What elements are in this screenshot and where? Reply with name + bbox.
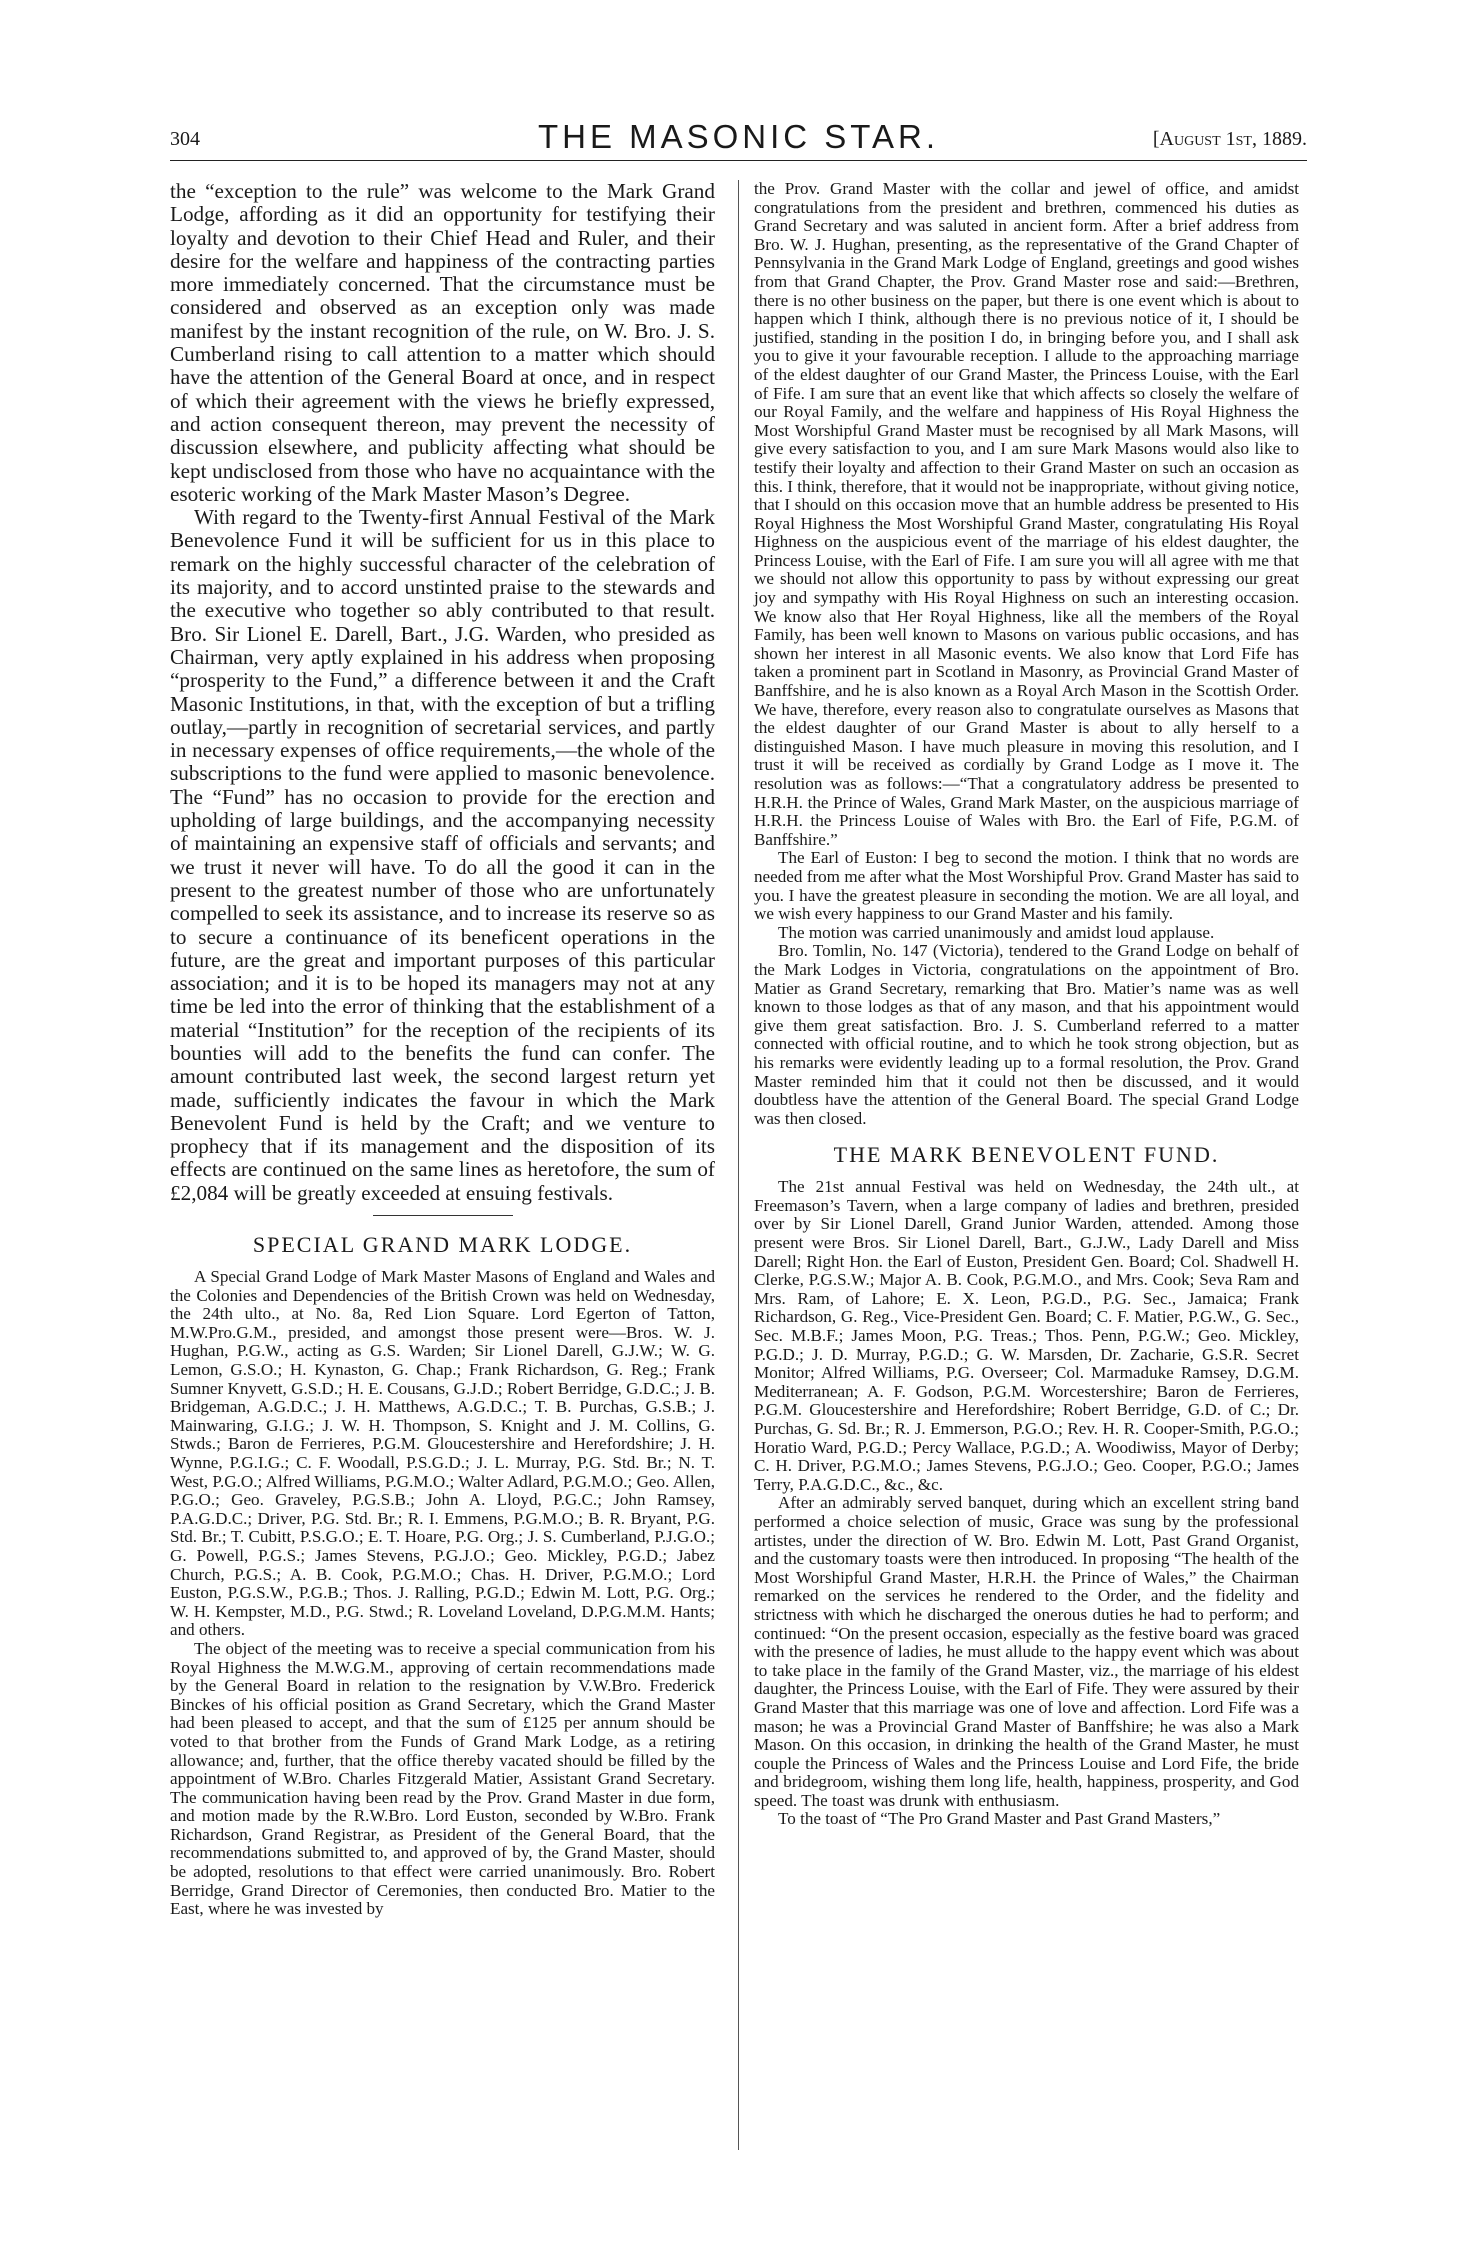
editorial-text [170, 180, 715, 1205]
report-paragraph: The motion was carried unanimously and amidst loud applause. [778, 922, 1215, 942]
masthead-title: THE MASONIC STAR. [537, 118, 940, 155]
report-paragraph: The Earl of Euston: I beg to second the motion. I think that no words are needed from me after what the Most Worshipful Prov. Grand Master has said to you. I have the greatest pleasure in seconding the motion. We are all loyal, and we wish every happiness to our Grand Master and his family. [754, 848, 1299, 924]
right-column [754, 180, 1299, 1829]
report-paragraph: After an admirably served banquet, during which an excellent string band performed a choice selection of music, Grace was sung by the professional artistes, under the direction of W. Bro. Edwin M. Lott, Past Grand Organist, and the customary toasts were then introduced. In proposing “The health of the Most Worshipful Grand Master, H.R.H. the Prince of Wales,” the Chairman remarked on the services he rendered to the Order, and the fidelity and strictness with which he discharged the onerous duties he had to perform; and continued: “On the present occasion, especially as the festive board was graced with the presence of ladies, he must allude to the happy event which was about to take place in the family of the Grand Master, viz., the marriage of his eldest daughter, the Princess Louise, with the Earl of Fife. They were assured by their Grand Master that this marriage was one of love and affection. Lord Fife was a mason; he was a Provincial Grand Master of Banffshire; he was also a Mark Mason. On this occasion, in drinking the health of the Grand Master, he must couple the Princess of Wales and the Princess Louise and Lord Fife, the bride and bridegroom, wishing them long life, health, happiness, prosperity, and God speed. The toast was drunk with enthusiasm. [754, 1493, 1299, 1810]
lodge-report-continued [754, 180, 1299, 1128]
editorial-paragraph: the “exception to the rule” was welcome to the Mark Grand Lodge, affording as it did an opportunity for testifying their loyalty and devotion to their Chief Head and Ruler, and their desire for the welfare and happiness of the contracting parties more immediately concerned. That the circumstance must be considered and observed as an exception only was made manifest by the instant recognition of the rule, on W. Bro. J. S. Cumberland rising to call attention to a matter which should have the attention of the General Board at once, and in respect of which their agreement with the views he briefly expressed, and action consequent thereon, may prevent the necessity of discussion elsewhere, and publicity affecting what should be kept undisclosed from those who have no acquaintance with the esoteric working of the Mark Master Mason’s Degree. [170, 179, 715, 506]
page-header [0, 118, 1477, 158]
left-column [170, 180, 715, 1919]
column-divider [738, 180, 739, 2150]
report-paragraph: To the toast of “The Pro Grand Master and Past Grand Masters,” [778, 1809, 1221, 1829]
section-heading-special-grand-mark-lodge: SPECIAL GRAND MARK LODGE. [252, 1232, 633, 1258]
header-rule [170, 160, 1307, 161]
report-paragraph: A Special Grand Lodge of Mark Master Masons of England and Wales and the Colonies and Dependencies of the British Crown was held on Wednesday, the 24th ulto., at No. 8a, Red Lion Square. Lord Egerton of Tatton, M.W.Pro.G.M., presided, and amongst those present were—Bros. W. J. Hughan, P.G.W., acting as G.S. Warden; Sir Lionel Darell, G.J.W.; W. G. Lemon, G.S.O.; H. Kynaston, G. Chap.; Frank Richardson, G. Reg.; Frank Sumner Knyvett, G.S.D.; H. E. Cousans, G.J.D.; Robert Berridge, G.D.C.; J. B. Bridgeman, A.G.D.C.; J. H. Matthews, A.G.D.C.; T. B. Purchas, G.S.B.; J. Mainwaring, G.I.G.; J. W. H. Thompson, S. Knight and J. M. Collins, G. Stwds.; Baron de Ferrieres, P.G.M. Gloucestershire and Herefordshire; J. H. Wynne, P.G.I.G.; C. F. Woodall, P.S.G.D.; J. L. Murray, P.G. Std. Br.; N. T. West, P.G.O.; Alfred Williams, P.G.M.O.; Walter Adlard, P.G.M.O.; Geo. Allen, P.G.O.; Geo. Graveley, P.G.S.B.; John A. Lloyd, P.G.C.; John Ramsey, P.A.G.D.C.; Driver, P.G. Std. Br.; R. I. Emmens, P.G.M.O.; B. R. Bryant, P.G. Std. Br.; T. Cubitt, P.S.G.O.; E. T. Hoare, P.G. Org.; J. S. Cumberland, P.J.G.O.; G. Powell, P.G.S.; James Stevens, P.G.J.O.; Geo. Mickley, P.G.D.; Jabez Church, P.G.S.; A. B. Cook, P.G.M.O.; Chas. H. Driver, P.G.M.O.; Lord Euston, P.G.S.W., P.G.B.; Thos. J. Ralling, P.G.D.; Edwin M. Lott, P.G. Org.; W. H. Kempster, M.D., P.G. Stwd.; R. Loveland Loveland, D.P.G.M.M. Hants; and others. [170, 1267, 715, 1640]
section-heading-mark-benevolent-fund: THE MARK BENEVOLENT FUND. [833, 1142, 1220, 1168]
report-paragraph: Bro. Tomlin, No. 147 (Victoria), tendered to the Grand Lodge on behalf of the Mark Lodges in Victoria, congratulations on the appointment of Bro. Matier as Grand Secretary, remarking that Bro. Matier’s name was as well known to those lodges as that of any mason, and that his appointment would give them great satisfaction. Bro. J. S. Cumberland referred to a matter connected with official routine, and to which he took strong objection, but as his remarks were evidently leading up to a formal resolution, the Prov. Grand Master reminded him that it could not then be discussed, and it would doubtless have the attention of the General Board. The special Grand Lodge was then closed. [754, 941, 1299, 1128]
report-paragraph: The object of the meeting was to receive a special communication from his Royal Highness the M.W.G.M., approving of certain recommendations made by the General Board in relation to the resignation by V.W.Bro. Frederick Binckes of his official position as Grand Secretary, which the Grand Master had been pleased to accept, and that the sum of £125 per annum should be voted to that brother from the Funds of Grand Mark Lodge, as a retiring allowance; and, further, that the office thereby vacated should be filled by the appointment of W.Bro. Charles Fitzgerald Matier, Assistant Grand Secretary. The communication having been read by the Prov. Grand Master in due form, and motion made by the R.W.Bro. Lord Euston, seconded by W.Bro. Frank Richardson, Grand Registrar, as President of the General Board, that the recommendations submitted to, and approved of by, the Grand Master, should be adopted, resolutions to that effect were carried unanimously. Bro. Robert Berridge, Grand Director of Ceremonies, then conducted Bro. Matier to the East, where he was invested by [170, 1638, 715, 1919]
special-grand-mark-lodge-report [170, 1268, 715, 1919]
issue-date: [August 1st, 1889. [1152, 128, 1307, 150]
section-separator [373, 1215, 513, 1216]
mark-benevolent-fund-report [754, 1178, 1299, 1829]
page-number: 304 [170, 128, 200, 150]
report-paragraph: the Prov. Grand Master with the collar and jewel of office, and amidst congratulations from the president and brethren, commenced his duties as Grand Secretary and was saluted in ancient form. After a brief address from Bro. W. J. Hughan, presenting, as the representative of the Grand Chapter of Pennsylvania in the Grand Mark Lodge of England, greetings and good wishes from that Grand Chapter, the Prov. Grand Master rose and said:—Brethren, there is no other business on the paper, but there is one event which is about to happen which I think, although there is no previous notice of it, I should be justified, standing in the position I do, in bringing before you, and I shall ask you to give it your favourable reception. I allude to the approaching marriage of the eldest daughter of our Grand Master, the Princess Louise, with the Earl of Fife. I am sure that an event like that which affects so closely the welfare of our Royal Family, and the welfare and happiness of His Royal Highness the Most Worshipful Grand Master must be recognised by all Mark Masons, will give every satisfaction to you, and I am sure Mark Masons would also like to testify their loyalty and affection to their Grand Master on such an occasion as this. I think, therefore, that it would not be inappropriate, without giving notice, that I should on this occasion move that an humble address be presented to His Royal Highness the Most Worshipful Grand Master, congratulating His Royal Highness on the auspicious event of the marriage of his eldest daughter, the Princess Louise, with the Earl of Fife. I am sure you will all agree with me that we should not allow this opportunity to pass by without expressing our great joy and sympathy with His Royal Highness on such an interesting occasion. We know also that Her Royal Highness, like all the members of the Royal Family, has been well known to Masons on various public occasions, and has shown her interest in all Masonic events. We also know that Lord Fife has taken a prominent part in Scotland in Masonry, as Provincial Grand Master of Banffshire, and he is also known as a Royal Arch Mason in the Scottish Order. We have, therefore, every reason also to congratulate ourselves as Masons that the eldest daughter of our Grand Master is about to ally herself to a distinguished Mason. I have much pleasure in moving this resolution, and I trust it will be received as cordially by Grand Lodge as I move it. The resolution was as follows:—“That a congratulatory address be presented to H.R.H. the Prince of Wales, Grand Mark Master, on the auspicious marriage of H.R.H. the Princess Louise of Wales with Bro. the Earl of Fife, P.G.M. of Banffshire.” [754, 179, 1299, 849]
editorial-paragraph: With regard to the Twenty-first Annual Festival of the Mark Benevolence Fund it will be sufficient for us in this place to remark on the highly successful character of the celebration of its majority, and to accord unstinted praise to the stewards and the executive who together so ably contributed to that result. Bro. Sir Lionel E. Darell, Bart., J.G. Warden, who presided as Chairman, very aptly explained in his address when proposing “prosperity to the Fund,” a difference between it and the Craft Masonic Institutions, in that, with the exception of but a trifling outlay,—partly in recognition of secretarial services, and partly in necessary expenses of office requirements,—the whole of the subscriptions to the fund were applied to masonic benevolence. The “Fund” has no occasion to provide for the erection and upholding of large buildings, and the accompanying necessity of maintaining an expensive staff of officials and servants; and we trust it never will have. To do all the good it can in the present to the greatest number of those who are unfortunately compelled to seek its assistance, and to increase its reserve so as to secure a continuance of its beneficent operations in the future, are the great and important purposes of this particular association; and it is to be hoped its managers may not at any time be led into the error of thinking that the establishment of a material “Institution” for the reception of the recipients of its bounties will add to the benefits the fund can confer. The amount contributed last week, the second largest return yet made, sufficiently indicates the favour in which the Mark Benevolent Fund is held by the Craft; and we venture to prophecy that if its management and the disposition of its effects are continued on the same lines as heretofore, the sum of £2,084 will be greatly exceeded at ensuing festivals. [170, 505, 715, 1205]
report-paragraph: The 21st annual Festival was held on Wednesday, the 24th ult., at Freemason’s Tavern, when a large company of ladies and brethren, presided over by Sir Lionel Darell, Grand Junior Warden, attended. Among those present were Bros. Sir Lionel Darell, Bart., G.J.W., Lady Darell and Miss Darell; Right Hon. the Earl of Euston, President Gen. Board; Col. Shadwell H. Clerke, P.G.S.W.; Major A. B. Cook, P.G.M.O., and Mrs. Cook; Seva Ram and Mrs. Ram, of Lahore; E. X. Leon, P.G.D., P.G. Sec., Jamaica; Frank Richardson, G. Reg., Vice-President Gen. Board; C. F. Matier, P.G.W., G. Sec., Sec. M.B.F.; James Moon, P.G. Treas.; Thos. Penn, P.G.W.; Geo. Mickley, P.G.D.; J. D. Murray, P.G.D.; G. W. Marsden, Dr. Zacharie, G.S.R. Secret Monitor; Alfred Williams, P.G. Overseer; Col. Marmaduke Ramsey, D.G.M. Mediterranean; A. F. Godson, P.G.M. Worcestershire; Baron de Ferrieres, P.G.M. Gloucestershire and Herefordshire; Robert Berridge, G.D. of C.; Dr. Purchas, G. Sd. Br.; R. J. Emmerson, P.G.O.; Rev. H. R. Cooper-Smith, P.G.O.; Horatio Ward, P.G.D.; Percy Wallace, P.G.D.; A. Woodiwiss, Mayor of Derby; C. H. Driver, P.G.M.O.; James Stevens, P.G.J.O.; Geo. Cooper, P.G.O.; James Terry, P.A.G.D.C., &c., &c. [754, 1177, 1299, 1494]
